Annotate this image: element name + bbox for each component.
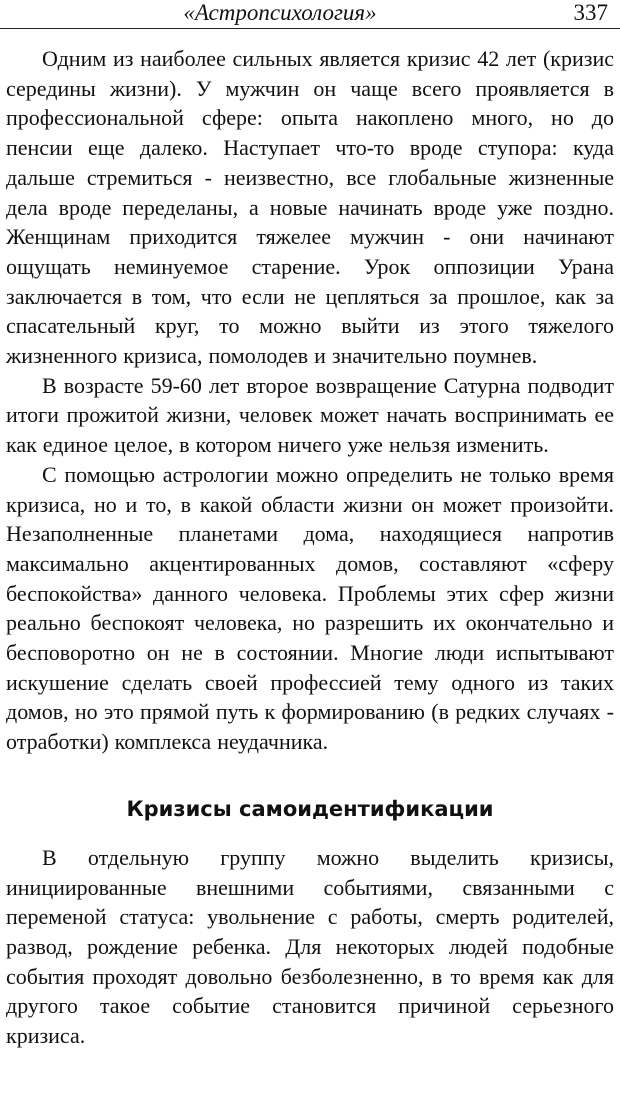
page-number: 337 bbox=[573, 0, 608, 25]
paragraph-identity-crises: В отдельную группу можно выделить кризисы, инициированные внешними событиями, связанными с переменой статуса: увольнение с работы, смерть родителей, развод, рождение ребенка. Для некоторых людей подобные события проходят довольно безболезненно, в то время как для другого такое событие становится причиной серьезного кризиса. bbox=[6, 844, 614, 1049]
paragraph-crisis-42: Одним из наиболее сильных является кризис 42 лет (кризис середины жизни). У мужчин он чаще всего проявляется в профессиональной сфере: опыта накоплено много, но до пенсии еще далеко. Наступает что-то вроде ступора: куда дальше стремиться - неизвестно, все глобальные жизненные дела вроде переделаны, а новые начинать вроде уже поздно. Женщинам приходится тяжелее мужчин - они начинают ощущать неминуемое старение. Урок оппозиции Урана заключается в том, что если не цепляться за прошлое, как за спасательный круг, то можно выйти из этого тяжелого жизненного кризиса, помолодев и значительно поумнев. bbox=[6, 46, 614, 369]
running-title: «Астропсихология» bbox=[183, 0, 377, 25]
page-content bbox=[6, 44, 614, 1051]
page-header bbox=[0, 0, 620, 29]
paragraph-saturn-return: В возрасте 59-60 лет второе возвращение Сатурна подводит итоги прожитой жизни, человек может начать воспринимать ее как единое целое, в котором ничего уже нельзя изменить. bbox=[6, 372, 614, 458]
section-heading: Кризисы самоидентификации bbox=[126, 796, 494, 821]
paragraph-sphere-of-concern: С помощью астрологии можно определить не только время кризиса, но и то, в какой области жизни он может произойти. Незаполненные планетами дома, находящиеся напротив максимально акцентированных домов, составляют «сферу беспокойства» данного человека. Проблемы этих сфер жизни реально беспокоят человека, но разрешить их окончательно и бесповоротно он не в состоянии. Многие люди испытывают искушение сделать своей профессией тему одного из таких домов, но это прямой путь к формированию (в редких случаях - отработки) комплекса неудачника. bbox=[6, 461, 614, 755]
